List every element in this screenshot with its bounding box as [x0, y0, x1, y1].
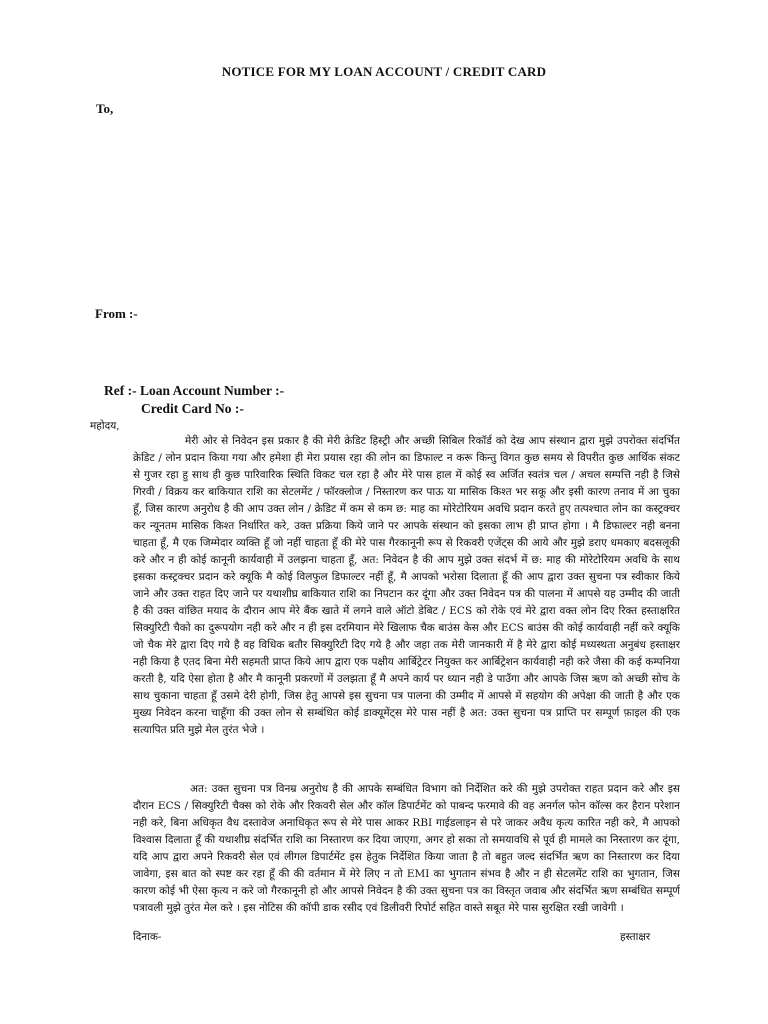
- body-paragraph-1-text: मेरी ओर से निवेदन इस प्रकार है की मेरी क्रेडिट हिस्ट्री और अच्छी सिबिल रिकॉर्ड को देख आप संस्थान द्वारा मुझे उपरोक्त संदर्भित क्रेडिट / लोन प्रदान किया गया और हमेशा ही मेरा प्रयास रहा की लोन का डिफाल्ट न करू किन्तु विगत कुछ समय से विपरीत कुछ आर्थिक संकट से गुजर रहा हु साथ ही कुछ पारिवारिक स्थिति विकट चल रहा है और मेरे पास हाल में कोई स्व अर्जित स्वतंत्र चल / अचल सम्पत्ति नही है जिसे गिरवी / विक्रय कर बाकियात राशि का सेटलमेंट / फॉरक्लोज / निस्तारण कर पाऊ या मासिक किश्त भर सकू और इसी कारण तनाव में आ चुका हूँ, जिस कारण अनुरोध है की आप उक्त लोन / क्रेडिट में कम से कम छ: माह का मोरेटोरियम अवधि प्रदान करते हुए तत्पश्चात लोन का कस्ट्रक्चर कर न्यूनतम मासिक किश्त निर्धारित करे, उक्त प्रक्रिया किये जाने पर आपके संस्थान को इसका लाभ ही प्राप्त होगा । मै डिफाल्टर नही बनना चाहता हूँ, मै एक जिम्मेदार व्यक्ति हूँ जो नहीं चाहता हूँ की मेरे पास गैरकानूनी रूप से रिकवरी एजेंट्स की आये और मुझे डराए धमकाए बदसलूकी करे और न ही कोई कानूनी कार्यवाही में उलझना चाहता हूँ, अत: निवेदन है की आप मुझे उक्त संदर्भ में छ: माह की मोरेटोरियम अवधि के साथ इसका कस्ट्रक्चर प्रदान करे क्यूकि मै कोई विलफुल डिफाल्टर नहीं हूँ, मै आपको भरोसा दिलाता हूँ की आप द्वारा उक्त सुचना पत्र स्वीकार किये जाने और उक्त राहत दिए जाने पर यथाशीघ्र बाकियात राशि का निपटान कर दूंगा और उक्त निवेदन पत्र की पालना में आपसे यह उम्मीद की जाती है की उक्त वांछित मयाद के दौरान आप मेरे बैंक खाते में लगने वाले ऑटो डेबिट / ECS को रोके एवं मेरे द्वारा वक्त लोन दिए रिक्त हस्ताक्षरित सिक्युरिटी चैको का दुरूपयोग नही करे और न ही इस दरमियान मेरे खिलाफ चैक बाउंस केस और ECS बाउंस की कोई कार्यवाही नहीं करे क्यूकि जो चैक मेरे द्वारा दिए गये है वह विधिक बतौर सिक्युरिटी दिए गये है और जहा तक मेरी जानकारी में है मेरे द्वारा कोई मध्यस्थता अनुबंध हस्ताक्षर नही किया है एतद बिना मेरी सहमती प्राप्त किये आप द्वारा एक पक्षीय आर्बिट्रेटर नियुक्त कर आर्बिट्रेशन कार्यवाही नही करे जैसा की कई कम्पनिया करती है, यदि ऐसा होता है और मै कानूनी प्रकरणों में उलझता हूँ मै अपने कार्य पर ध्यान नही डे पाउँगा और आपके जिस ऋण को अच्छी सोच के साथ चुकाना चाहता हूँ उसमे देरी होगी, जिस हेतु आपसे इस सुचना पत्र पालना की उम्मीद में आपसे में सहयोग की अपेक्षा की जाती है और एक मुख्य निवेदन करना चाहूँगा की उक्त लोन से सम्बंधित कोई डाक्यूमेंट्स मेरे पास नहीं है अत: उक्त सुचना पत्र प्राप्ति पर सम्पूर्ण फ़ाइल की एक सत्यापित प्रति मुझे मेल तुरंत भेजे ।: [133, 435, 680, 736]
- loan-account-ref-label: Ref :- Loan Account Number :-: [104, 383, 285, 398]
- signature-label: हस्ताक्षर: [620, 931, 651, 943]
- salutation: महोदय,: [90, 420, 120, 432]
- body-paragraph-1: [133, 433, 680, 779]
- notice-title: NOTICE FOR MY LOAN ACCOUNT / CREDIT CARD: [221, 64, 547, 79]
- body-paragraph-2: [133, 781, 680, 928]
- credit-card-no-label: Credit Card No :-: [141, 401, 244, 416]
- date-label: दिनाक-: [133, 931, 162, 943]
- to-label: To,: [96, 101, 114, 116]
- from-label: From :-: [95, 306, 138, 321]
- body-paragraph-2-text: अत: उक्त सुचना पत्र विनम्र अनुरोध है की आपके सम्बंधित विभाग को निर्देशित करे की मुझे उपरोक्त राहत प्रदान करे और इस दौरान ECS / सिक्युरिटी चैक्स को रोके और रिकवरी सेल और कॉल डिपार्टमेंट को पाबन्द फरमावे की वह अनर्गल फोन कॉल्स कर हैरान परेशान नही करे, बिना अधिकृत वैध दस्तावेज अनाधिकृत रूप से मेरे पास आकर RBI गाईडलाइन से परे जाकर अवैध कृत्य कारित नही करे, मै आपको विश्वास दिलाता हूँ की यथाशीघ्र संदर्भित राशि का निस्तारण कर दिया जाएगा, अगर हो सका तो समयावधि से पूर्व ही मामले का निस्तारण कर दूंगा, यदि आप द्वारा अपने रिकवरी सेल एवं लीगल डिपार्टमेंट इस हेतुक निर्देशित किया जाता है तो बहुत जल्द संदर्भित ऋण का निस्तारण कर दिया जावेगा, इस बात को स्पष्ट कर रहा हूँ की की वर्तमान में मेरे लिए न तो EMI का भुगतान संभव है और न ही सेटलमेंट राशि का भुगतान, जिस कारण कोई भी ऐसा कृत्य न करे जो गैरकानूनी हो और आपसे निवेदन है की उक्त सुचना पत्र का विस्तृत जवाब और संदर्भित ऋण सम्बंधित सम्पूर्ण पत्रावली मुझे तुरंत मेल करे । इस नोटिस की कॉपी डाक रसीद एवं डिलीवरी रिपोर्ट सहित वास्ते सबूत मेरे पास सुरक्षित रखी जावेगी ।: [133, 783, 680, 914]
